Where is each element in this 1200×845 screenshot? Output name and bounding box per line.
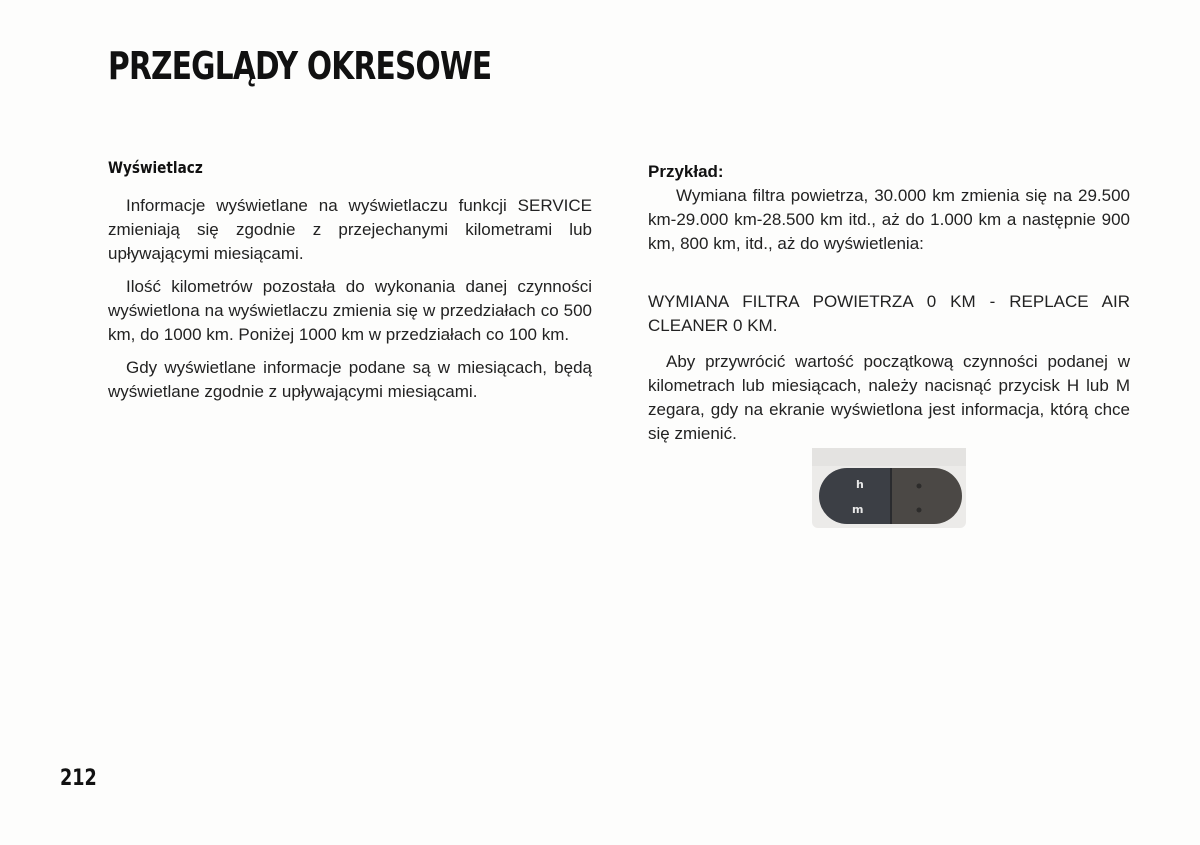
section-heading-example: Przykład: <box>648 162 724 181</box>
right-column <box>648 160 1130 455</box>
indicator-dot-bottom <box>917 508 922 513</box>
section-heading-display: Wyświetlacz <box>108 158 203 177</box>
hm-button-illustration <box>812 448 966 528</box>
page-number: 212 <box>60 766 97 791</box>
button-label-h: h <box>856 478 864 491</box>
page-title: PRZEGLĄDY OKRESOWE <box>108 44 492 88</box>
button-label-m: m <box>852 503 864 516</box>
paragraph-months: Gdy wyświetlane informacje podane są w miesiącach, będą wyświetlane zgodnie z upływającymi miesiącami. <box>108 358 592 401</box>
paragraph-display-message: WYMIANA FILTRA POWIETRZA 0 KM - REPLACE AIR CLEANER 0 KM. <box>648 292 1130 335</box>
indicator-dot-top <box>917 484 922 489</box>
h-m-button-right-half <box>891 468 962 524</box>
paragraph-display-info: Informacje wyświetlane na wyświetlaczu funkcji SERVICE zmieniają się zgodnie z przejechanymi kilometrami lub upływającymi miesiącami. <box>108 196 592 263</box>
left-column <box>108 156 592 413</box>
paragraph-example: Wymiana filtra powietrza, 30.000 km zmienia się na 29.500 km-29.000 km-28.500 km itd., aż do 1.000 km a następnie 900 km, 800 km, itd., aż do wyświetlenia: <box>648 186 1130 253</box>
paragraph-reset-instructions: Aby przywrócić wartość początkową czynności podanej w kilometrach lub miesiącach, należy nacisnąć przycisk H lub M zegara, gdy na ekranie wyświetlona jest informacja, którą chce się zmienić. <box>648 352 1130 443</box>
paragraph-km-intervals: Ilość kilometrów pozostała do wykonania danej czynności wyświetlona na wyświetlaczu zmienia się w przedziałach co 500 km, do 1000 km. Poniżej 1000 km w przedziałach co 100 km. <box>108 277 592 344</box>
